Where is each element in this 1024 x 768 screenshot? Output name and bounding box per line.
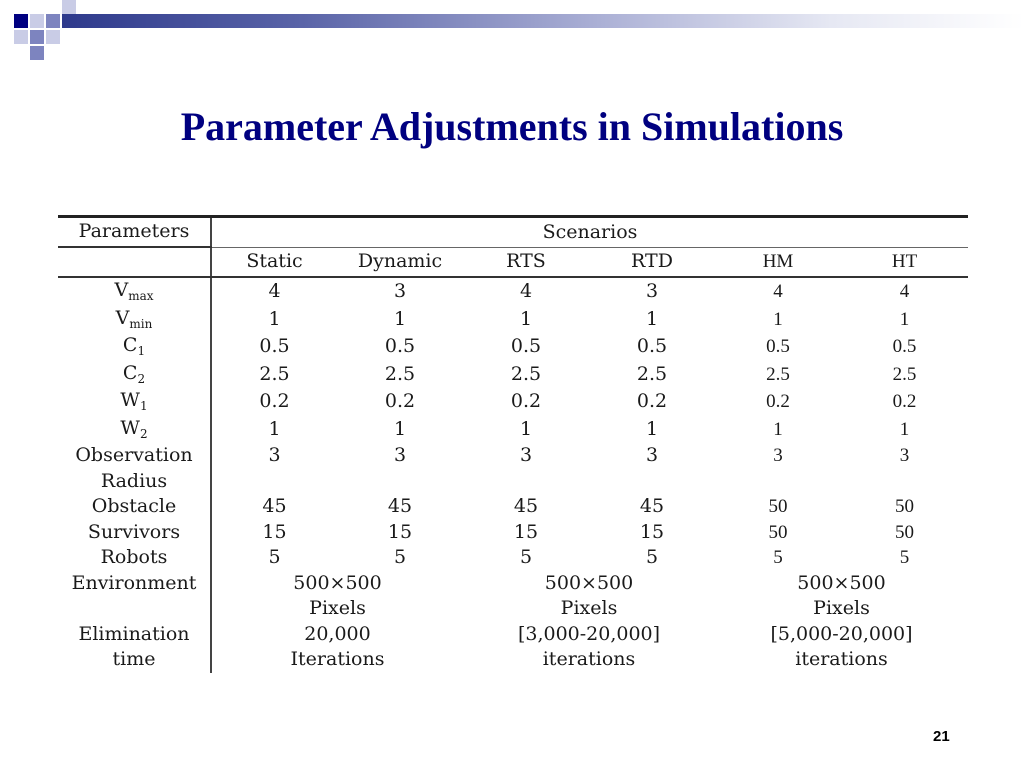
column-header: Static (211, 247, 337, 277)
table-cell: 15 (513, 520, 539, 543)
group-cell: Pixels (813, 597, 870, 619)
row-label (58, 520, 211, 546)
table-row (58, 469, 968, 495)
table-cell: 3 (645, 444, 659, 466)
table-cell: 2.5 (259, 362, 290, 385)
row-label-subscript: max (128, 289, 154, 303)
header-parameters: Parameters (58, 217, 211, 248)
table-cell: 1 (899, 418, 910, 440)
column-header: HM (715, 247, 841, 277)
table-cell: 2.5 (892, 363, 917, 385)
corner-square-mid-3 (30, 46, 44, 60)
table-row (58, 571, 968, 597)
table-cell: 0.5 (766, 336, 790, 357)
row-label-text: Survivors (87, 520, 181, 543)
table-cell: 50 (768, 521, 788, 543)
table-cell: 4 (268, 280, 281, 302)
table-cell: 3 (393, 444, 407, 466)
table-cell: 0.2 (259, 390, 290, 412)
table-cell (211, 469, 337, 495)
table-cell: 45 (262, 495, 287, 517)
top-gradient-bar (62, 14, 1024, 28)
parameter-table-container (58, 215, 968, 673)
row-label (58, 361, 211, 389)
table-cell: 5 (393, 546, 407, 568)
row-label: Environment (58, 571, 211, 597)
row-label (58, 333, 211, 361)
table-row (58, 416, 968, 444)
row-label-text: W (120, 389, 140, 411)
group-cell: 500×500 (797, 571, 886, 594)
group-cell: [3,000-20,000] (517, 622, 661, 645)
row-label (58, 545, 211, 571)
table-cell: 3 (645, 280, 659, 302)
table-cell: 0.5 (892, 336, 917, 357)
table-cell: 4 (773, 281, 783, 302)
group-cell: 500×500 (293, 571, 382, 594)
table-cell: 1 (393, 417, 407, 440)
row-label: time (58, 647, 211, 673)
table-cell: 1 (519, 307, 533, 330)
table-cell: 3 (773, 445, 783, 466)
group-cell: [5,000-20,000] (770, 622, 913, 645)
row-label (58, 596, 211, 622)
table-cell: 0.2 (384, 390, 416, 412)
table-cell: 4 (519, 280, 533, 302)
corner-square-mid-1 (46, 14, 60, 28)
table-cell: 5 (899, 547, 910, 568)
table-row (58, 388, 968, 416)
row-label (58, 443, 211, 469)
row-label (58, 388, 211, 416)
row-label-subscript: min (129, 316, 153, 331)
table-cell: 3 (393, 280, 407, 302)
corner-square-light-3 (46, 30, 60, 44)
row-label: Elimination (58, 622, 211, 648)
table-cell: 1 (519, 417, 533, 440)
table-cell: 15 (262, 520, 287, 543)
row-label-subscript: 2 (137, 371, 146, 386)
table-cell: 2.5 (766, 363, 790, 385)
row-label (58, 469, 211, 495)
slide-title: Parameter Adjustments in Simulations (180, 104, 844, 149)
row-label (58, 306, 211, 334)
table-cell: 3 (519, 444, 533, 466)
table-cell: 3 (268, 444, 281, 466)
column-header: RTD (589, 247, 715, 277)
table-cell: 5 (268, 546, 281, 568)
group-cell: Iterations (290, 648, 385, 670)
row-label-text: Observation (75, 444, 193, 466)
table-cell: 45 (639, 495, 665, 517)
table-cell (463, 469, 589, 495)
table-cell: 50 (895, 521, 914, 543)
table-cell: 50 (895, 496, 914, 517)
row-label-subscript: 2 (139, 426, 148, 441)
table-cell: 1 (773, 308, 783, 330)
table-cell (715, 469, 841, 495)
group-cell: Pixels (560, 597, 618, 619)
column-header: Dynamic (337, 247, 463, 277)
table-cell: 2.5 (384, 362, 416, 385)
table-cell: 5 (645, 546, 659, 568)
table-cell: 1 (645, 417, 659, 440)
table-row (58, 545, 968, 571)
column-header: HT (841, 247, 968, 277)
column-header: RTS (463, 247, 589, 277)
table-cell: 50 (768, 496, 788, 517)
group-cell: iterations (542, 648, 636, 670)
corner-square-light-1 (30, 14, 44, 28)
table-cell: 0.2 (892, 391, 917, 412)
row-label (58, 277, 211, 306)
group-cell: iterations (795, 648, 888, 670)
table-cell: 3 (899, 445, 910, 466)
table-cell (841, 469, 968, 495)
corner-square-light-2 (14, 30, 28, 44)
table-cell (337, 469, 463, 495)
table-cell: 1 (899, 308, 910, 330)
table-cell: 1 (773, 418, 783, 440)
row-label-text: V (115, 306, 130, 329)
row-label-text: Radius (100, 469, 168, 492)
table-cell: 1 (268, 307, 281, 330)
table-cell: 0.2 (636, 390, 668, 412)
table-cell: 45 (387, 495, 413, 517)
table-cell: 0.2 (766, 391, 790, 412)
header-scenarios: Scenarios (211, 217, 968, 248)
table-row (58, 596, 968, 622)
row-label-text: V (114, 279, 129, 301)
table-row (58, 647, 968, 673)
table-cell: 0.2 (510, 390, 542, 412)
row-label-text: W (120, 416, 140, 439)
corner-square-light-4 (62, 0, 76, 14)
row-label-text: Robots (100, 546, 168, 568)
table-cell: 5 (773, 547, 783, 568)
table-row (58, 361, 968, 389)
table-cell: 15 (639, 520, 665, 543)
table-cell: 1 (645, 307, 659, 330)
table-cell: 0.5 (259, 335, 290, 357)
row-label-text: Obstacle (91, 495, 177, 517)
row-label-subscript: 1 (137, 344, 146, 358)
row-label-text: C (122, 334, 138, 356)
page-number: 21 (933, 728, 950, 745)
table-cell: 45 (513, 495, 539, 517)
row-label (58, 494, 211, 520)
table-cell: 0.5 (384, 335, 416, 357)
table-cell: 15 (387, 520, 413, 543)
table-row (58, 622, 968, 648)
header-blank (58, 247, 211, 277)
table-cell: 4 (899, 281, 910, 302)
table-row (58, 443, 968, 469)
group-cell: Pixels (309, 597, 366, 619)
group-cell: 20,000 (304, 622, 371, 645)
row-label-subscript: 1 (139, 399, 148, 413)
table-cell: 2.5 (510, 362, 542, 385)
table-cell: 5 (519, 546, 533, 568)
group-cell: 500×500 (544, 571, 634, 594)
table-row (58, 333, 968, 361)
table-cell: 1 (393, 307, 407, 330)
parameter-table (58, 215, 968, 673)
table-row (58, 306, 968, 334)
row-label-text: C (122, 361, 138, 384)
table-row (58, 520, 968, 546)
corner-square-mid-2 (30, 30, 44, 44)
table-cell: 2.5 (636, 362, 668, 385)
table-cell: 1 (268, 417, 281, 440)
table-cell (589, 469, 715, 495)
corner-square-dark-1 (14, 14, 28, 28)
row-label (58, 416, 211, 444)
table-row (58, 494, 968, 520)
table-row (58, 277, 968, 306)
table-cell: 0.5 (510, 335, 542, 357)
table-cell: 0.5 (636, 335, 668, 357)
